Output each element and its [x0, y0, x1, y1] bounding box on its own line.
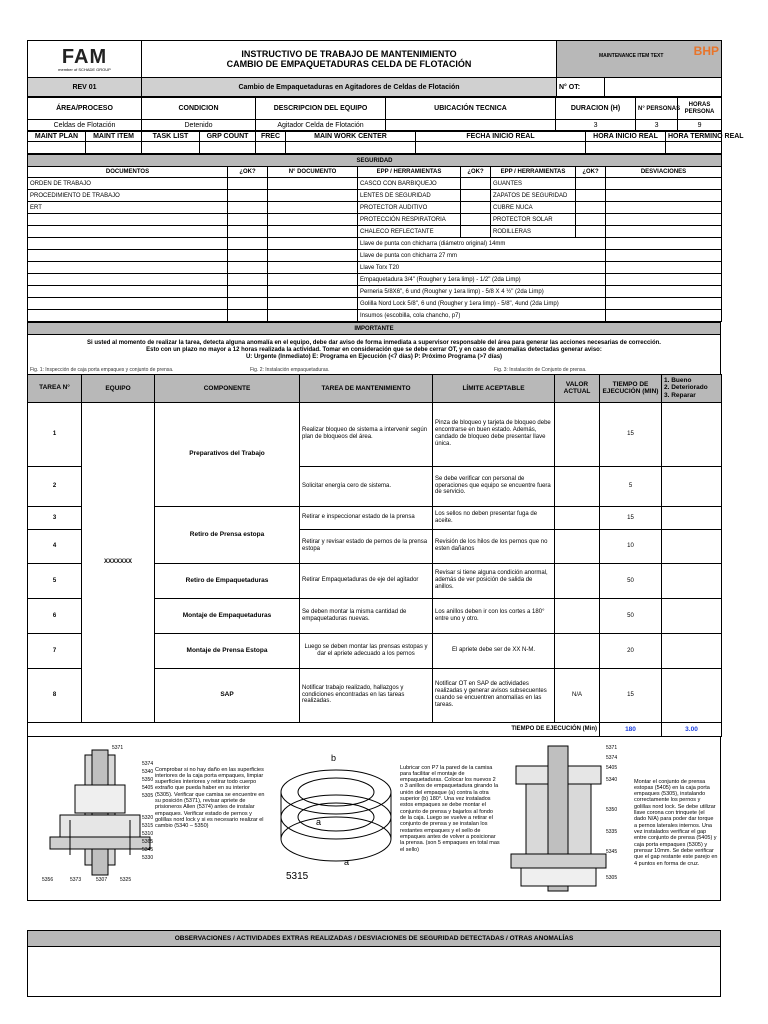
epp2-ok-cell[interactable] [576, 214, 606, 226]
documento-cell: ORDEN DE TRABAJO [28, 178, 228, 190]
limite-aceptable-cell: Revisar si tiene alguna condición anormal, además de ver posición de salida de anillos. [433, 563, 555, 598]
descripcion-label: DESCRIPCION DEL EQUIPO [256, 98, 386, 120]
task-number: 6 [28, 598, 82, 633]
figure-callout-label: b [331, 752, 337, 763]
seguridad-row [28, 310, 722, 322]
valor-actual-cell[interactable] [555, 598, 600, 633]
task-number: 3 [28, 506, 82, 529]
estado-header: 1. Bueno 2. Deteriorado 3. Reparar [662, 374, 722, 402]
figure-callout-label: 5315 [142, 822, 154, 829]
tarea-mantenimiento-cell: Realizar bloqueo de sistema a intervenir según plan de bloqueos del área. [300, 402, 433, 466]
importante-line-2: Esto con un plazo no mayor a 12 horas realizada la actividad. Tomar en consideración que se debe cerrar OT, y en caso de anomalías detectadas generar aviso: [146, 347, 602, 354]
figure-callout-label: 5307 [96, 876, 108, 883]
seguridad-row [28, 286, 722, 298]
documentos-header: DOCUMENTOS [28, 167, 228, 178]
observaciones-title: OBSERVACIONES / ACTIVIDADES EXTRAS REALIZADAS / DESVIACIONES DE SEGURIDAD DETECTADAS / OTRAS ANOMALÍAS [28, 930, 721, 946]
frec-value[interactable] [256, 142, 286, 154]
task-number: 2 [28, 466, 82, 506]
limite-aceptable-cell: Los anillos deben ir con los cortes a 180° entre uno y otro. [433, 598, 555, 633]
epp-cell: PROTECCIÓN RESPIRATORIA [358, 214, 461, 226]
horas-value: 9 [678, 120, 722, 131]
document-subtitle: Cambio de Empaquetaduras en Agitadores de Celdas de Flotación [142, 78, 557, 97]
seguridad-row [28, 226, 722, 238]
grp-count-label: GRP COUNT [200, 132, 256, 142]
figure-callout-label: 5340 [142, 768, 154, 775]
logo-subtext: member of SCHADE GROUP [58, 67, 111, 72]
doc-ok-cell[interactable] [228, 274, 268, 286]
n-documento-cell[interactable] [268, 286, 358, 298]
equipo-header: EQUIPO [82, 374, 155, 402]
epp-ok-cell[interactable] [461, 202, 491, 214]
seguridad-row [28, 190, 722, 202]
epp2-cell: GUANTES [491, 178, 576, 190]
figure-callout-label: 5371 [112, 744, 124, 751]
doc-ok-cell[interactable] [228, 202, 268, 214]
maintenance-item-text-cell [557, 41, 722, 78]
ok-header-2: ¿OK? [461, 167, 491, 178]
doc-ok-cell[interactable] [228, 178, 268, 190]
figure-callout-label: 5310 [142, 830, 154, 837]
desviacion-cell[interactable] [606, 226, 722, 238]
epp2-cell: RODILLERAS [491, 226, 576, 238]
figure-callout-label: 5405 [606, 764, 618, 771]
epp-cell: Llave de punta con chicharra (diámetro original) 14mm [358, 238, 606, 250]
figure-callout-label: 5350 [142, 776, 154, 783]
figure-callout-label: 5340 [606, 776, 618, 783]
estado-cell[interactable] [662, 506, 722, 529]
tiempo-header: TIEMPO DE EJECUCIÓN (MIN) [600, 374, 662, 402]
fecha-inicio-label: FECHA INICIO REAL [416, 132, 586, 142]
total-minutes: 180 [600, 722, 662, 736]
work-center-label: MAIN WORK CENTER [286, 132, 416, 142]
epp-cell: Llave de punta con chicharra 27 mm [358, 250, 606, 262]
epp-cell: Empaquetadura 3/4" (Rougher y 1era limp) - 1/2" (2da Limp) [358, 274, 606, 286]
task-row [28, 402, 722, 466]
tarea-mantenimiento-cell: Solicitar energía cero de sistema. [300, 466, 433, 506]
duracion-label: DURACION (H) [556, 98, 636, 120]
ubicacion-label: UBICACIÓN TECNICA [386, 98, 556, 120]
desviacion-cell[interactable] [606, 190, 722, 202]
hora-inicio-value[interactable] [586, 142, 666, 154]
importante-line-1: Si usted al momento de realizar la tarea, detecta alguna anomalía en el equipo, debe dar aviso de forma inmediata a supervisor responsable del área para generar las acciones necesarias de corrección. [87, 340, 661, 347]
estado-cell[interactable] [662, 466, 722, 506]
condicion-label: CONDICION [142, 98, 256, 120]
epp2-ok-cell[interactable] [576, 178, 606, 190]
limite-aceptable-cell: Los sellos no deben presentar fuga de aceite. [433, 506, 555, 529]
ot-value[interactable] [605, 78, 722, 97]
fig3-drawing [506, 741, 631, 896]
figure-callout-label: 5335 [606, 828, 618, 835]
task-list-label: TASK LIST [142, 132, 200, 142]
figure-captions [27, 367, 721, 374]
limite-aceptable-cell: Revisión de los hilos de los pernos que no esten dañanos [433, 529, 555, 563]
ok-header: ¿OK? [228, 167, 268, 178]
n-documento-cell[interactable] [268, 262, 358, 274]
work-center-value[interactable] [286, 142, 416, 154]
figure-callout-label: 5305 [142, 792, 154, 799]
fig1-caption: Fig. 1: Inspección de caja porta empaques y conjunto de prensa. [30, 366, 174, 373]
epp-cell: Llave Torx T20 [358, 262, 606, 274]
tarea-header: TAREA N° [28, 374, 82, 402]
logo-text: FAM [61, 46, 108, 68]
desviacion-cell[interactable] [606, 298, 722, 310]
epp-cell: CHALECO REFLECTANTE [358, 226, 461, 238]
figure-callout-label: 5350 [606, 806, 618, 813]
fig1-drawing [30, 745, 155, 885]
epp-cell: LENTES DE SEGURIDAD [358, 190, 461, 202]
figures-panel [27, 737, 721, 901]
componente-cell: Montaje de Prensa Estopa [155, 633, 300, 668]
tarea-mant-header: TAREA DE MANTENIMIENTO [300, 374, 433, 402]
importante-line-3: U: Urgente (Inmediato) E: Programa en Ejecución (<7 días) P: Próximo Programa (>7 días) [245, 354, 503, 361]
equipo-cell: XXXXXXX [82, 402, 155, 722]
epp2-ok-cell[interactable] [576, 202, 606, 214]
figure-callout-label: 5374 [142, 760, 154, 767]
desviacion-cell[interactable] [606, 238, 722, 250]
hora-termino-value[interactable] [666, 142, 722, 154]
doc-ok-cell[interactable] [228, 298, 268, 310]
figure-callout-label: 5356 [42, 876, 54, 883]
n-documento-cell[interactable] [268, 298, 358, 310]
doc-ok-cell[interactable] [228, 310, 268, 322]
task-list-value[interactable] [142, 142, 200, 154]
tarea-mantenimiento-cell: Se deben montar la misma cantidad de empaquetaduras nuevas. [300, 598, 433, 633]
epp-cell: Insumos (escobilla, cola chancho, p7) [358, 310, 606, 322]
estado-cell[interactable] [662, 529, 722, 563]
total-hours: 3.00 [662, 722, 722, 736]
documento-cell[interactable] [28, 238, 228, 250]
figure-callout-label: 5374 [606, 754, 618, 761]
fig2-note: Lubricar con P7 la pared de la camisa para facilitar el montaje de empaquetaduras. Colocar los nuevos 2 o 3 anillos de empaquetadura girando la unión del empaque (a) contra la otra superior (b) 180°. Una vez instalados estos empaques se debe montar el conjunto de prensa y bajarlos al fondo de la caja. Luego se vuelve a retirar el conjunto de prensa y se instalan los restantes empaques y el sello de empaques antes de volver a posicionar la prensa. (son 5 empaques en total mas el sello) [400, 764, 500, 853]
valor-actual-cell[interactable] [555, 563, 600, 598]
tarea-mantenimiento-cell: Retirar y revisar estado de pernos de la prensa estopa [300, 529, 433, 563]
epp-cell: Perneria 5/8X6", 6 und (Rougher y 1era limp) - 5/8 X 4 ½" (2da Limp) [358, 286, 606, 298]
area-value: Celdas de Flotación [28, 120, 142, 131]
documento-cell[interactable] [28, 274, 228, 286]
tiempo-cell: 15 [600, 402, 662, 466]
limite-aceptable-cell: Pinza de bloqueo y tarjeta de bloqueo debe encontrarse en buen estado. Además, candado de bloqueo debe presentar llave única. [433, 402, 555, 466]
n-documento-cell[interactable] [268, 178, 358, 190]
figure-callout-label: 5330 [142, 854, 154, 861]
figure-callout-label: a [316, 816, 322, 827]
epp2-cell: ZAPATOS DE SEGURIDAD [491, 190, 576, 202]
valor-actual-cell[interactable] [555, 402, 600, 466]
total-label: TIEMPO DE EJECUCIÓN (Min) [433, 722, 600, 736]
epp2-cell: CUBRE NUCA [491, 202, 576, 214]
tarea-mantenimiento-cell: Luego se deben montar las prensas estopas y dar el apriete adecuado a los pernos [300, 633, 433, 668]
ot-label: N° OT: [557, 78, 605, 97]
limite-aceptable-cell: Notificar OT en SAP de actividades realizadas y generar avisos subsecuentes cuando se encuentren anomalías en las tareas. [433, 668, 555, 722]
maint-item-value[interactable] [86, 142, 142, 154]
documento-cell[interactable] [28, 214, 228, 226]
tasks-table [27, 374, 722, 737]
title-line-2: CAMBIO DE EMPAQUETADURAS CELDA DE FLOTACIÓN [226, 59, 472, 69]
desviacion-cell[interactable] [606, 214, 722, 226]
n-documento-cell[interactable] [268, 190, 358, 202]
figure-callout-label: 5371 [606, 744, 618, 751]
doc-ok-cell[interactable] [228, 262, 268, 274]
componente-header: COMPONENTE [155, 374, 300, 402]
n-documento-cell[interactable] [268, 250, 358, 262]
descripcion-value: Agitador Celda de Flotación [256, 120, 386, 131]
task-number: 1 [28, 402, 82, 466]
componente-cell: Retiro de Prensa estopa [155, 506, 300, 563]
documento-cell[interactable] [28, 262, 228, 274]
componente-cell: Retiro de Empaquetaduras [155, 563, 300, 598]
documento-cell[interactable] [28, 250, 228, 262]
desviacion-cell[interactable] [606, 178, 722, 190]
hora-termino-label: HORA TERMINO REAL [666, 132, 722, 142]
n-documento-cell[interactable] [268, 274, 358, 286]
desviacion-cell[interactable] [606, 250, 722, 262]
epp-ok-cell[interactable] [461, 214, 491, 226]
title-line-1: INSTRUCTIVO DE TRABAJO DE MANTENIMIENTO [241, 48, 457, 59]
importante-table [27, 322, 721, 367]
desviacion-cell[interactable] [606, 262, 722, 274]
desviacion-cell[interactable] [606, 274, 722, 286]
epp2-ok-cell[interactable] [576, 190, 606, 202]
maint-item-label: MAINT ITEM [86, 132, 142, 142]
n-documento-cell[interactable] [268, 226, 358, 238]
doc-ok-cell[interactable] [228, 286, 268, 298]
observaciones-area[interactable] [28, 946, 721, 996]
duracion-value: 3 [556, 120, 636, 131]
desviaciones-header: DESVIACIONES [606, 167, 722, 178]
seguridad-row [28, 202, 722, 214]
tiempo-cell: 15 [600, 668, 662, 722]
fig1-note: Comprobar si no hay daño en las superficies interiores de la caja porta empaques, limpiar superficies interiores y retirar todo cuerpo extraño que pueda haber en su interior (5305). Verificar que camisa se encuentre en su posición (5371), revisar apriete de prisioneros Allen (5374) antes de instalar empaques. Verificar estado de pernos y golillas nord lock y si es necesario realizar el cambio (5340 – 5350) [155, 766, 265, 830]
seguridad-row [28, 238, 722, 250]
epp-ok-cell[interactable] [461, 178, 491, 190]
doc-ok-cell[interactable] [228, 226, 268, 238]
estado-cell[interactable] [662, 668, 722, 722]
epp-ok-cell[interactable] [461, 190, 491, 202]
documento-cell[interactable] [28, 298, 228, 310]
seguridad-row [28, 214, 722, 226]
estado-cell[interactable] [662, 633, 722, 668]
area-label: ÁREA/PROCESO [28, 98, 142, 120]
epp-cell: CASCO CON BARBIQUEJO [358, 178, 461, 190]
figure-callout-label: 5305 [606, 874, 618, 881]
task-number: 4 [28, 529, 82, 563]
bhp-logo: BHP [693, 44, 720, 58]
documento-cell[interactable] [28, 286, 228, 298]
fig3-caption: Fig. 3: Instalación de Conjunto de prensa. [494, 366, 587, 373]
horas-label: HORAS PERSONA [678, 98, 722, 120]
desviacion-cell[interactable] [606, 310, 722, 322]
tiempo-cell: 50 [600, 563, 662, 598]
personas-label: N° PERSONAS [636, 98, 678, 120]
n-documento-cell[interactable] [268, 310, 358, 322]
doc-ok-cell[interactable] [228, 238, 268, 250]
tiempo-cell: 50 [600, 598, 662, 633]
documento-cell[interactable] [28, 226, 228, 238]
task-number: 5 [28, 563, 82, 598]
plan-table [27, 131, 744, 154]
valor-actual-cell[interactable] [555, 633, 600, 668]
frec-label: FREC [256, 132, 286, 142]
documento-cell[interactable] [28, 310, 228, 322]
estado-cell[interactable] [662, 598, 722, 633]
figure-callout-label: 5405 [142, 784, 154, 791]
valor-actual-cell[interactable]: N/A [555, 668, 600, 722]
document-title [142, 41, 557, 78]
task-number: 7 [28, 633, 82, 668]
observaciones-table [27, 930, 721, 997]
importante-title: IMPORTANTE [28, 323, 721, 335]
epp-cell: Golilla Nord Lock 5/8", 6 und (Rougher y 1era limp) - 5/8", 4und (2da Limp) [358, 298, 606, 310]
desviacion-cell[interactable] [606, 202, 722, 214]
maint-item-label: MAINTENANCE ITEM TEXT [599, 53, 664, 59]
epp-header-1: EPP / HERRAMIENTAS [358, 167, 461, 178]
n-documento-cell[interactable] [268, 238, 358, 250]
valor-actual-cell[interactable] [555, 529, 600, 563]
header-table [27, 40, 722, 97]
figure-callout-label: 5315 [286, 870, 309, 882]
ok-header-3: ¿OK? [576, 167, 606, 178]
epp-ok-cell[interactable] [461, 226, 491, 238]
figure-callout-label: a [344, 856, 350, 867]
doc-ok-cell[interactable] [228, 190, 268, 202]
estado-cell[interactable] [662, 402, 722, 466]
tarea-mantenimiento-cell: Retirar e inspeccionar estado de la prensa [300, 506, 433, 529]
tiempo-cell: 20 [600, 633, 662, 668]
n-documento-cell[interactable] [268, 202, 358, 214]
estado-cell[interactable] [662, 563, 722, 598]
fig2-caption: Fig. 2: Instalación empaquetaduras. [250, 366, 330, 373]
epp-header-2: EPP / HERRAMIENTAS [491, 167, 576, 178]
epp2-cell: PROTECTOR SOLAR [491, 214, 576, 226]
hora-inicio-label: HORA INICIO REAL [586, 132, 666, 142]
tarea-mantenimiento-cell: Notificar trabajo realizado, hallazgos y condiciones encontradas en las tareas realizadas. [300, 668, 433, 722]
documento-cell: PROCEDIMIENTO DE TRABAJO [28, 190, 228, 202]
seguridad-row [28, 274, 722, 286]
figure-callout-label: 5373 [70, 876, 82, 883]
fig3-note: Montar el conjunto de prensa estopas (5405) en la caja porta empaques (5305), instalando correctamente los pernos y golillas nord lock. Se debe utilizar llave corona con trinquete (el dado N/A) para poder dar torque a pernos laterales internos. Una vez instalados verificar el gap entre conjunto de prensa (5405) y caja porta empaques (5305) y prensar 10mm. Se debe verificar que el gap restante este parejo en 4 puntos en forma de cruz. [634, 778, 718, 867]
seguridad-row [28, 262, 722, 274]
figure-callout-label: 5325 [120, 876, 132, 883]
figure-callout-label: 5345 [606, 848, 618, 855]
epp-cell: PROTECTOR AUDITIVO [358, 202, 461, 214]
maintenance-instruction-sheet [27, 40, 744, 997]
doc-ok-cell[interactable] [228, 214, 268, 226]
documento-cell: ERT [28, 202, 228, 214]
seguridad-row [28, 250, 722, 262]
tarea-mantenimiento-cell: Retirar Empaquetaduras de eje del agitador [300, 563, 433, 598]
seguridad-title: SEGURIDAD [28, 155, 722, 167]
info-table [27, 97, 722, 131]
seguridad-table [27, 154, 722, 322]
valor-actual-cell[interactable] [555, 506, 600, 529]
seguridad-row [28, 178, 722, 190]
figure-callout-label: 5345 [142, 846, 154, 853]
importante-text [28, 335, 721, 367]
tiempo-cell: 10 [600, 529, 662, 563]
componente-cell: Preparativos del Trabajo [155, 402, 300, 506]
logo [28, 41, 142, 78]
valor-header: VALOR ACTUAL [555, 374, 600, 402]
limite-header: LÍMITE ACEPTABLE [433, 374, 555, 402]
desviacion-cell[interactable] [606, 286, 722, 298]
limite-aceptable-cell: El apriete debe ser de XX N-M. [433, 633, 555, 668]
n-documento-header: N° DOCUMENTO [268, 167, 358, 178]
componente-cell: SAP [155, 668, 300, 722]
epp2-ok-cell[interactable] [576, 226, 606, 238]
seguridad-row [28, 298, 722, 310]
doc-ok-cell[interactable] [228, 250, 268, 262]
maint-plan-label: MAINT PLAN [28, 132, 86, 142]
fecha-inicio-value[interactable] [416, 142, 586, 154]
componente-cell: Montaje de Empaquetaduras [155, 598, 300, 633]
ubicacion-value[interactable] [386, 120, 556, 131]
personas-value: 3 [636, 120, 678, 131]
tiempo-cell: 15 [600, 506, 662, 529]
fig2-drawing [276, 747, 396, 887]
n-documento-cell[interactable] [268, 214, 358, 226]
valor-actual-cell[interactable] [555, 466, 600, 506]
tiempo-cell: 5 [600, 466, 662, 506]
grp-count-value[interactable] [200, 142, 256, 154]
task-number: 8 [28, 668, 82, 722]
figure-callout-label: 5320 [142, 814, 154, 821]
condicion-value: Detenido [142, 120, 256, 131]
figure-callout-label: 5365 [142, 838, 154, 845]
revision: REV 01 [28, 78, 142, 97]
limite-aceptable-cell: Se debe verificar con personal de operaciones que equipo se encuentre fuera de servicio. [433, 466, 555, 506]
maint-plan-value[interactable] [28, 142, 86, 154]
